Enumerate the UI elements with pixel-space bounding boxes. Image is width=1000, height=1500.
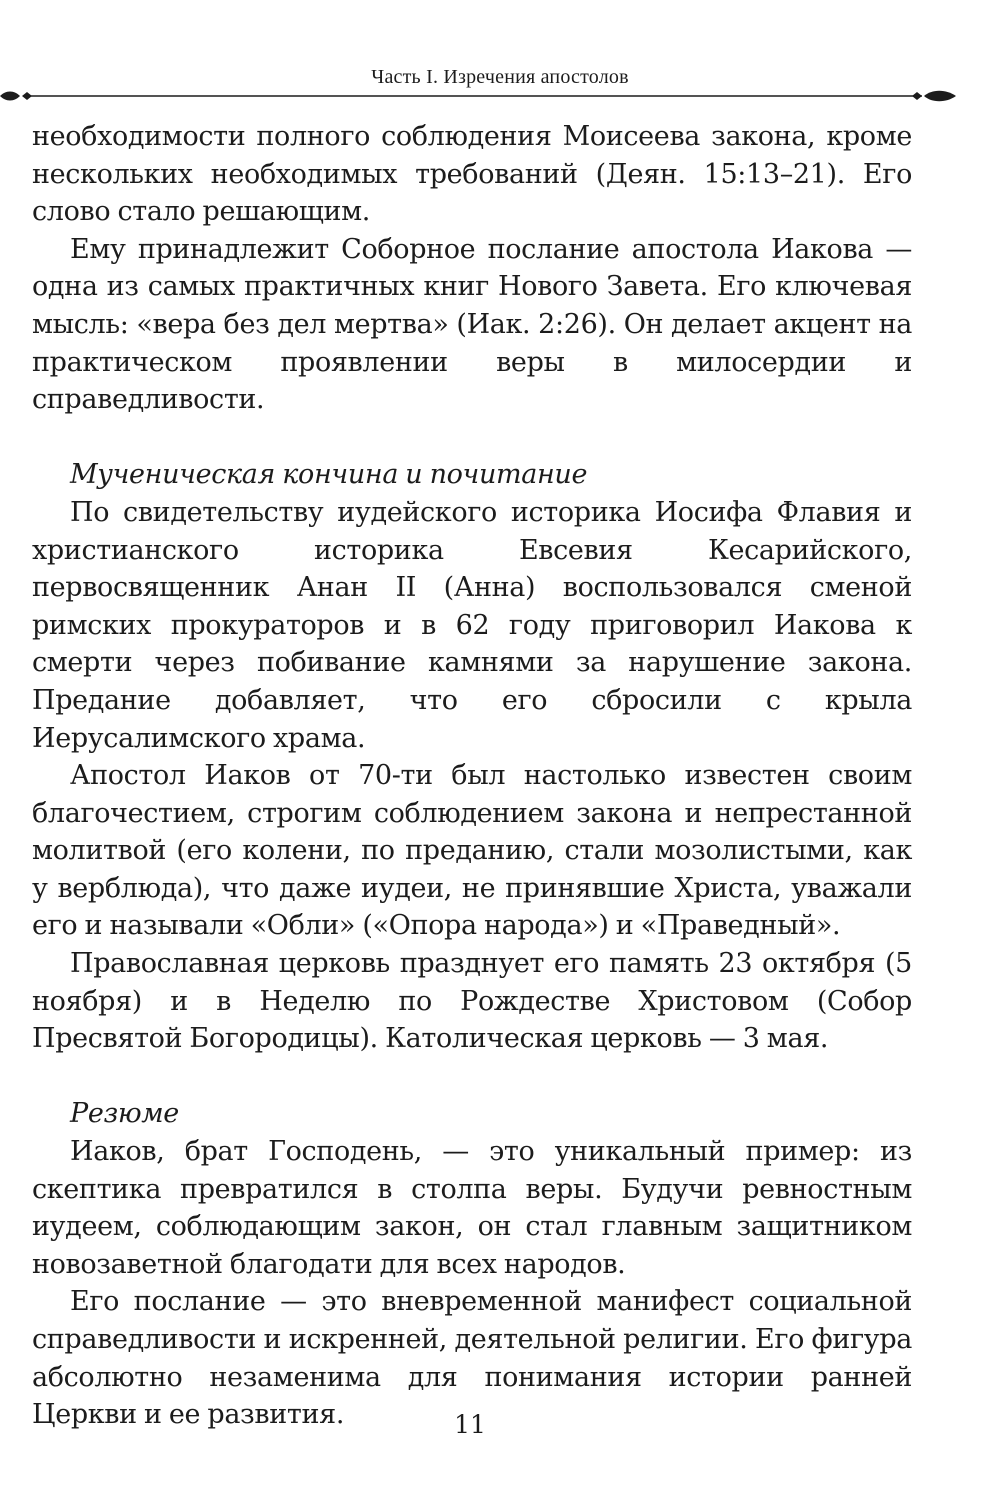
paragraph-epistle: Ему принадлежит Соборное послание апостола Иакова — одна из самых практичных книг Нового Завета. Его ключевая мысль: «вера без дел мертва» (Иак. 2:26). Он делает акцент на практическом проявлении веры в милосердии и справедливости. — [32, 233, 912, 416]
paragraph-feast-days: Православная церковь празднует его память 23 октября (5 ноября) и в Неделю по Рождестве Христовом (Собор Пресвятой Богородицы). Католическая церковь — 3 мая. — [32, 948, 912, 1055]
paragraph-continued: необходимости полного соблюдения Моисеева закона, кроме нескольких необходимых требований (Деян. 15:13–21). Его слово стало решающим. — [32, 121, 912, 228]
page-body — [32, 118, 912, 1434]
section-heading-summary: Резюме — [70, 1098, 179, 1130]
running-head: Часть I. Изречения апостолов — [371, 66, 629, 88]
paragraph-piety: Апостол Иаков от 70-ти был настолько известен своим благочестием, строгим соблюдением закона и непрестанной молитвой (его колени, по преданию, стали мозолистыми, как у верблюда), что даже иудеи, не принявшие Христа, уважали его и называли «Обли» («Опора народа») и «Праведный». — [32, 760, 912, 942]
paragraph-martyrdom: По свидетельству иудейского историка Иосифа Флавия и христианского историка Евсевия Кесарийского, первосвященник Анан II (Анна) воспользовался сменой римских прокураторов и в 62 году приговорил Иакова к смерти через побивание камнями за нарушение закона. Предание добавляет, что его сбросили с крыла Иерусалимского храма. — [32, 496, 912, 754]
paragraph-summary-2: Его послание — это вневременной манифест социальной справедливости и искренней, деятельной религии. Его фигура абсолютно незаменима для понимания истории ранней Церкви и ее развития. — [32, 1286, 912, 1431]
paragraph-summary-1: Иаков, брат Господень, — это уникальный пример: из скептика превратился в столпа веры. Будучи ревностным иудеем, соблюдающим закон, он стал главным защитником новозаветной благодати для всех народов. — [32, 1136, 912, 1280]
section-heading-martyrdom: Мученическая кончина и почитание — [70, 459, 588, 491]
page-number: 11 — [454, 1410, 486, 1439]
ornamental-rule — [0, 86, 1000, 106]
